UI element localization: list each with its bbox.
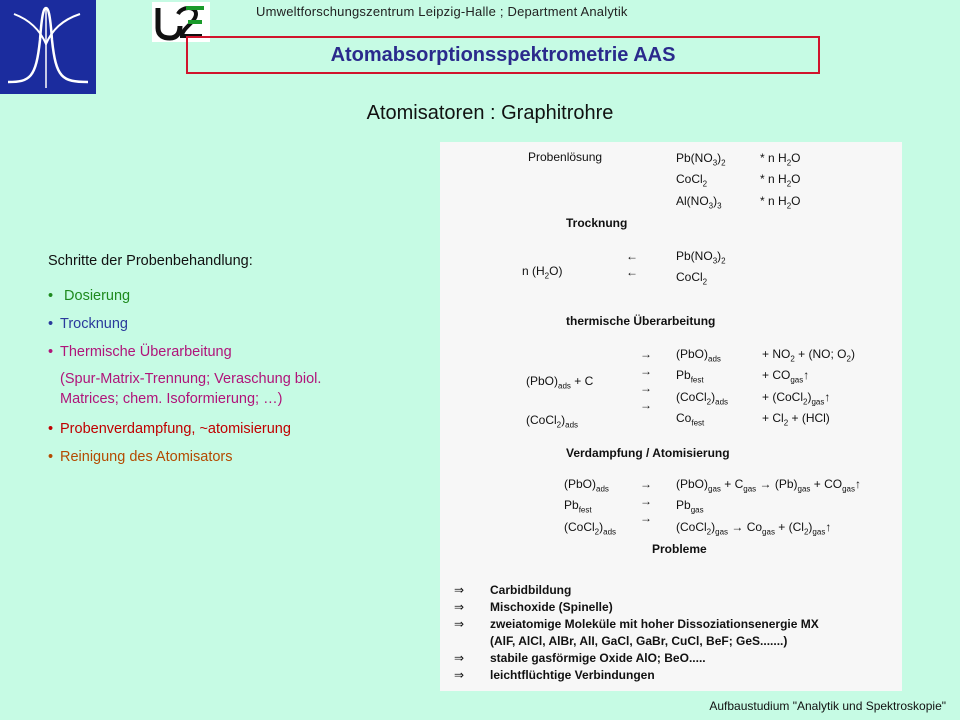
footer-course: Aufbaustudium "Analytik und Spektroskopie" [709, 699, 946, 713]
problem-item: Carbidbildung [490, 583, 572, 597]
bullet-icon: • [48, 344, 54, 360]
steps-list [48, 288, 378, 477]
step-label: Reinigung des Atomisators [60, 449, 233, 466]
step-label: Thermische Überarbeitung [60, 344, 232, 360]
scheme-heading-trocknung: Trocknung [566, 216, 628, 230]
scheme-arrows: ← ← [626, 249, 638, 279]
reaction-scheme-scan [440, 142, 902, 691]
scheme-atom-products: $(PbO)_{gas} + C_{gas} \to (Pb)_{gas}$ + $CO_{gas}↑$ $Pb_{gas}$ $(CoCl_2)_{gas} \to Co_{gas}$ + $(Cl_2)_{gas}↑$ [676, 477, 862, 537]
slide-subtitle: Atomisatoren : Graphitrohre [366, 102, 614, 124]
scheme-dried: $Pb(NO_3)_2$ CoCl$_2$ [676, 249, 726, 287]
step-item [48, 316, 378, 332]
scheme-gases: + $NO_2 + (NO$; $O_2$) + $CO_{gas}↑$ + $(CoCl_2)_{gas}↑$ + $Cl_2 + (HCl)$ [762, 347, 855, 428]
bullet-icon: • [48, 449, 54, 466]
page-title: Atomabsorptionsspektrometrie AAS [330, 43, 676, 66]
department-logo [0, 0, 96, 94]
scheme-arrows: → → → → [640, 347, 652, 412]
institute-name: Umweltforschungszentrum Leipzig-Halle ; Department Analytik [256, 4, 628, 19]
step-item [48, 288, 378, 304]
problem-item: zweiatomige Moleküle mit hoher Dissoziationsenergie MX [490, 617, 819, 631]
scheme-compounds: $Pb(NO_3)_2$ CoCl$_2$ $Al(NO_3)_3$ [676, 151, 726, 211]
step-label: Dosierung [64, 288, 131, 304]
absorption-peak-icon [0, 0, 96, 94]
scheme-heading-probenloesung: Probenlösung [528, 150, 603, 164]
scheme-heading-probleme: Probleme [652, 542, 707, 556]
steps-heading: Schritte der Probenbehandlung: [48, 253, 253, 269]
scheme-heading-thermische: thermische Überarbeitung [566, 314, 716, 328]
scheme-reactants: $(PbO)_{ads} + C$ $(CoCl_2)_{ads}$ [526, 374, 594, 430]
step-item [48, 449, 378, 465]
step-note: (Spur-Matrix-Trennung; Veraschung biol. Matrices; chem. Isoformierung; …) [60, 371, 322, 407]
step-label: Probenverdampfung, ~atomisierung [60, 421, 291, 438]
problem-item: Mischoxide (Spinelle) [490, 600, 613, 614]
scheme-water-loss: n $(H_2O)$ [522, 264, 563, 281]
problem-item: (AlF, AlCl, AlBr, AlI, GaCl, GaBr, CuCl, BeF; GeS.......) [490, 634, 788, 648]
scheme-atom-reactants: $(PbO)_{ads}$ $Pb_{fest}$ $(CoCl_2)_{ads}$ [564, 477, 617, 537]
step-item [48, 421, 378, 437]
problem-item: stabile gasförmige Oxide AlO; BeO..... [490, 651, 706, 665]
scheme-heading-verdampfung: Verdampfung / Atomisierung [566, 446, 730, 460]
bullet-icon: • [48, 316, 54, 332]
bullet-icon: • [48, 421, 54, 438]
problem-item: leichtflüchtige Verbindungen [490, 668, 655, 682]
scheme-water: * n $H_2O$ * n $H_2O$ * n $H_2O$ [760, 151, 801, 211]
bullet-icon: • [48, 288, 54, 304]
scheme-products: $(PbO)_{ads}$ $Pb_{fest}$ $(CoCl_2)_{ads}$ $Co_{fest}$ [676, 347, 729, 428]
step-item [48, 344, 378, 409]
step-label: Trocknung [60, 316, 128, 332]
scheme-problem-list [490, 582, 819, 684]
title-box [186, 36, 820, 74]
scheme-arrows: → → → [640, 477, 652, 525]
scheme-implies: ⇒ ⇒ ⇒ ⇒ ⇒ [454, 583, 465, 682]
